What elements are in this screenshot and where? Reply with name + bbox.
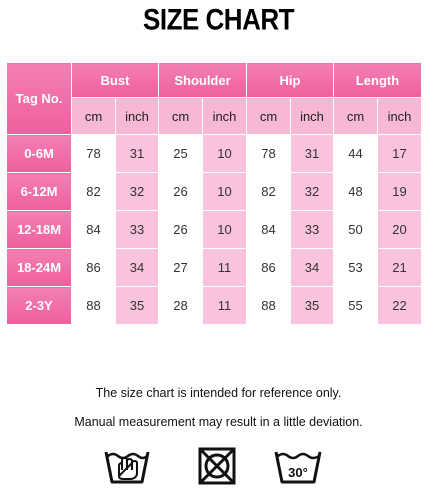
table-cell: 34 [116,249,159,287]
table-cell: 26 [159,173,203,211]
do-not-tumble-dry-icon [197,446,237,486]
table-cell: 82 [247,173,291,211]
table-cell: 44 [334,135,378,173]
hand-wash-icon [104,446,150,486]
row-tag: 12-18M [7,211,72,249]
unit-header: cm [72,98,116,135]
table-row [7,249,422,287]
table-cell: 19 [378,173,422,211]
table-cell: 22 [378,287,422,325]
unit-header: cm [334,98,378,135]
table-cell: 35 [116,287,159,325]
table-cell: 10 [203,211,247,249]
group-header-length: Length [334,63,422,98]
table-cell: 25 [159,135,203,173]
page-title: SIZE CHART [143,2,294,37]
table-cell: 31 [291,135,334,173]
unit-header: inch [291,98,334,135]
reference-note: The size chart is intended for reference only. [95,386,342,400]
table-cell: 10 [203,173,247,211]
unit-header: cm [159,98,203,135]
table-cell: 10 [203,135,247,173]
table-cell: 84 [72,211,116,249]
table-cell: 11 [203,287,247,325]
table-cell: 78 [72,135,116,173]
group-header-hip: Hip [247,63,334,98]
table-cell: 82 [72,173,116,211]
table-cell: 88 [72,287,116,325]
wash-30-icon [274,446,322,486]
table-cell: 32 [116,173,159,211]
table-cell: 26 [159,211,203,249]
table-row [7,173,422,211]
table-cell: 88 [247,287,291,325]
wash-temperature-label: 30° [288,465,308,480]
table-cell: 28 [159,287,203,325]
table-cell: 86 [72,249,116,287]
table-cell: 20 [378,211,422,249]
table-cell: 31 [116,135,159,173]
deviation-note: Manual measurement may result in a little deviation. [74,415,363,429]
row-tag: 0-6M [7,135,72,173]
table-cell: 53 [334,249,378,287]
table-cell: 34 [291,249,334,287]
size-chart-table [6,62,422,325]
table-cell: 78 [247,135,291,173]
care-icons [0,446,437,486]
table-cell: 21 [378,249,422,287]
table-cell: 48 [334,173,378,211]
table-row [7,135,422,173]
tag-header: Tag No. [7,63,72,135]
group-header-shoulder: Shoulder [159,63,247,98]
row-tag: 18-24M [7,249,72,287]
table-row [7,211,422,249]
table-cell: 17 [378,135,422,173]
unit-header: cm [247,98,291,135]
table-cell: 33 [291,211,334,249]
table-cell: 11 [203,249,247,287]
table-cell: 86 [247,249,291,287]
unit-header: inch [378,98,422,135]
row-tag: 6-12M [7,173,72,211]
table-cell: 32 [291,173,334,211]
table-cell: 33 [116,211,159,249]
table-cell: 27 [159,249,203,287]
table-cell: 84 [247,211,291,249]
table-cell: 50 [334,211,378,249]
table-row [7,287,422,325]
unit-header: inch [116,98,159,135]
row-tag: 2-3Y [7,287,72,325]
table-cell: 55 [334,287,378,325]
unit-header: inch [203,98,247,135]
group-header-bust: Bust [72,63,159,98]
table-cell: 35 [291,287,334,325]
